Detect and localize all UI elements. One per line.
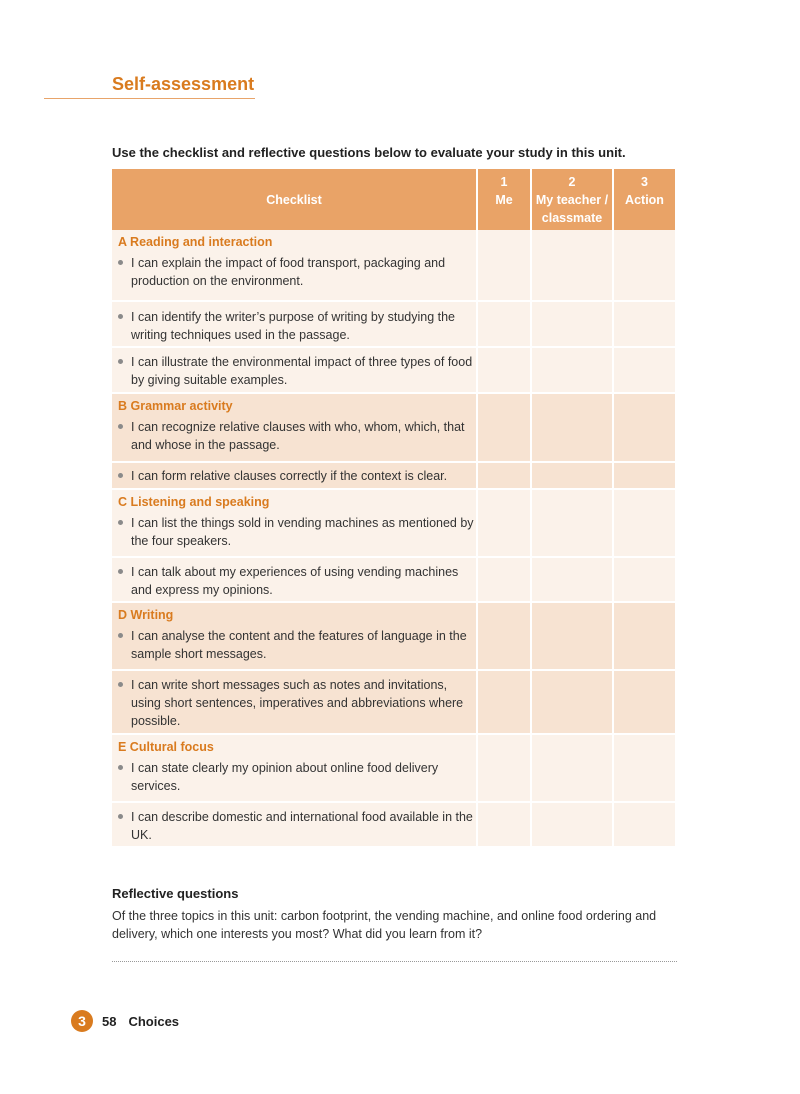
checklist-item: I can explain the impact of food transport, packaging and production on the environment. (112, 254, 476, 290)
section-a-title: A Reading and interaction (118, 235, 273, 249)
section-b-title: B Grammar activity (118, 399, 233, 413)
teacher-cell[interactable] (531, 462, 613, 489)
teacher-cell[interactable] (531, 393, 613, 462)
page-footer (71, 1008, 179, 1034)
header-checklist (112, 169, 477, 230)
action-cell[interactable] (613, 602, 675, 670)
bullet-icon (118, 765, 123, 770)
me-cell[interactable] (477, 670, 531, 734)
table-row (112, 393, 675, 462)
unit-number-badge: 3 (71, 1010, 93, 1032)
table-row (112, 802, 675, 847)
table-row (112, 347, 675, 393)
header-action-number: 3 (641, 174, 648, 189)
checklist-item: I can write short messages such as notes and invitations, using short sentences, imperatives and abbreviations where possible. (112, 676, 476, 730)
table-row (112, 462, 675, 489)
teacher-cell[interactable] (531, 230, 613, 301)
bullet-icon (118, 520, 123, 525)
unit-name: Choices (128, 1013, 180, 1029)
answer-line[interactable] (112, 961, 677, 962)
me-cell[interactable] (477, 734, 531, 802)
teacher-cell[interactable] (531, 557, 613, 602)
me-cell[interactable] (477, 557, 531, 602)
bullet-icon (118, 424, 123, 429)
me-cell[interactable] (477, 489, 531, 557)
action-cell[interactable] (613, 802, 675, 847)
bullet-icon (118, 473, 123, 478)
intro-text: Use the checklist and reflective questions below to evaluate your study in this unit. (112, 145, 626, 160)
table-row (112, 301, 675, 347)
me-cell[interactable] (477, 602, 531, 670)
header-action-label: Action (625, 192, 664, 207)
table-row (112, 557, 675, 602)
me-cell[interactable] (477, 393, 531, 462)
checklist-item: I can illustrate the environmental impact of three types of food by giving suitable examples. (112, 353, 476, 389)
action-cell[interactable] (613, 489, 675, 557)
checklist-item: I can form relative clauses correctly if the context is clear. (112, 467, 476, 485)
section-d-title: D Writing (118, 608, 174, 622)
action-cell[interactable] (613, 301, 675, 347)
checklist-item: I can describe domestic and international food available in the UK. (112, 808, 476, 844)
teacher-cell[interactable] (531, 301, 613, 347)
table-row (112, 489, 675, 557)
header-teacher (531, 169, 613, 230)
me-cell[interactable] (477, 230, 531, 301)
bullet-icon (118, 633, 123, 638)
action-cell[interactable] (613, 734, 675, 802)
page-title: Self-assessment (112, 74, 255, 94)
table-row (112, 602, 675, 670)
header-me-number: 1 (500, 174, 508, 189)
header-teacher-label: My teacher / classmate (535, 192, 609, 225)
teacher-cell[interactable] (531, 734, 613, 802)
section-c-title: C Listening and speaking (118, 495, 270, 509)
me-cell[interactable] (477, 301, 531, 347)
checklist-item: I can recognize relative clauses with who, whom, which, that and whose in the passage. (112, 418, 476, 454)
action-cell[interactable] (613, 670, 675, 734)
checklist-item: I can identify the writer’s purpose of writing by studying the writing techniques used in the passage. (112, 308, 476, 344)
bullet-icon (118, 260, 123, 265)
me-cell[interactable] (477, 802, 531, 847)
action-cell[interactable] (613, 347, 675, 393)
header-checklist-label: Checklist (266, 192, 322, 207)
title-underline (44, 74, 255, 99)
header-me-label: Me (495, 192, 513, 207)
checklist-item: I can analyse the content and the features of language in the sample short messages. (112, 627, 476, 663)
bullet-icon (118, 569, 123, 574)
action-cell[interactable] (613, 393, 675, 462)
table-row (112, 670, 675, 734)
bullet-icon (118, 359, 123, 364)
header-row (112, 169, 675, 230)
teacher-cell[interactable] (531, 802, 613, 847)
bullet-icon (118, 314, 123, 319)
header-me (477, 169, 531, 230)
checklist-item: I can talk about my experiences of using vending machines and express my opinions. (112, 563, 476, 599)
bullet-icon (118, 682, 123, 687)
teacher-cell[interactable] (531, 670, 613, 734)
me-cell[interactable] (477, 462, 531, 489)
checklist-table (112, 169, 675, 848)
table-row (112, 230, 675, 301)
page-number: 58 (102, 1013, 117, 1029)
bullet-icon (118, 814, 123, 819)
teacher-cell[interactable] (531, 602, 613, 670)
section-e-title: E Cultural focus (118, 740, 214, 754)
action-cell[interactable] (613, 230, 675, 301)
reflective-text: Of the three topics in this unit: carbon footprint, the vending machine, and online food ordering and delivery, which one interests you most? What did you learn from it? (112, 909, 657, 941)
reflective-heading: Reflective questions (112, 886, 239, 901)
checklist-item: I can list the things sold in vending machines as mentioned by the four speakers. (112, 514, 476, 550)
me-cell[interactable] (477, 347, 531, 393)
teacher-cell[interactable] (531, 489, 613, 557)
action-cell[interactable] (613, 557, 675, 602)
table-row (112, 734, 675, 802)
teacher-cell[interactable] (531, 347, 613, 393)
header-teacher-number: 2 (568, 174, 576, 189)
action-cell[interactable] (613, 462, 675, 489)
checklist-item: I can state clearly my opinion about online food delivery services. (112, 759, 476, 795)
header-action (613, 169, 675, 230)
